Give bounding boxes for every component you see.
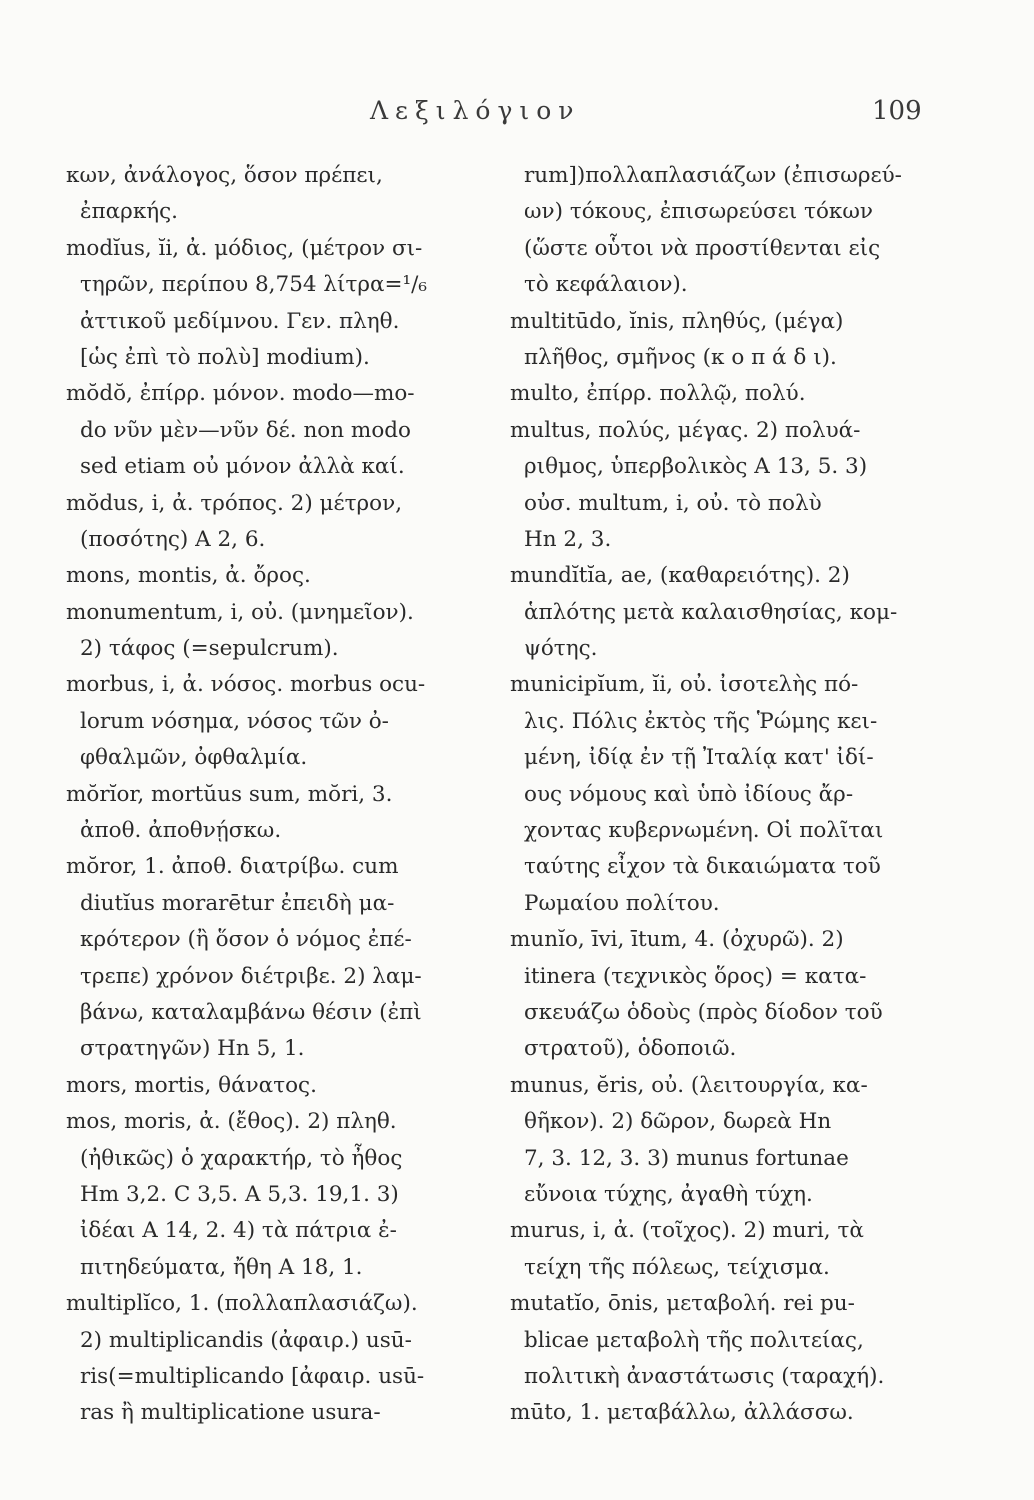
- text-line: οὐσ. multum, i, οὐ. τὸ πολὺ: [524, 490, 822, 516]
- text-line: itinera (τεχνικὸς ὅρος) = κατα-: [524, 963, 867, 989]
- text-line: Ηm 3,2. C 3,5. Α 5,3. 19,1. 3): [80, 1181, 399, 1207]
- text-line: lorum νόσημα, νόσος τῶν ὀ-: [80, 708, 389, 734]
- left-column: [66, 158, 491, 1432]
- text-line: ψότης.: [524, 636, 598, 662]
- text-line: κρότερον (ἢ ὅσον ὁ νόμος ἐπέ-: [80, 927, 412, 953]
- text-line: mors, mortis, θάνατος.: [66, 1072, 317, 1098]
- text-line: [ὡς ἐπὶ τὸ πολὺ] modium).: [80, 344, 370, 370]
- text-line: 7, 3. 12, 3. 3) munus fortunae: [524, 1145, 849, 1171]
- text-line: τηρῶν, περίπου 8,754 λίτρα=¹/₆: [80, 272, 427, 298]
- text-line: diutĭus morarētur ἐπειδὴ μα-: [80, 890, 395, 916]
- text-line: ους νόμους καὶ ὑπὸ ἰδίους ἄρ-: [524, 781, 854, 807]
- text-line: τείχη τῆς πόλεως, τείχισμα.: [524, 1254, 830, 1280]
- text-line: mūto, 1. μεταβάλλω, ἀλλάσσω.: [510, 1400, 854, 1426]
- text-line: munus, ĕris, οὐ. (λειτουργία, κα-: [510, 1072, 868, 1098]
- text-line: mŏrĭor, mortŭus sum, mŏri, 3.: [66, 781, 393, 807]
- text-line: 2) τάφος (=sepulcrum).: [80, 636, 339, 662]
- text-line: mos, moris, ἀ. (ἔθος). 2) πληθ.: [66, 1109, 397, 1135]
- text-line: ταύτης εἶχον τὰ δικαιώματα τοῦ: [524, 854, 881, 880]
- text-line: do νῦν μὲν—νῦν δέ. non modo: [80, 417, 411, 443]
- text-line: 2) multiplicandis (ἀφαιρ.) usū-: [80, 1327, 412, 1353]
- text-line: morbus, i, ἀ. νόσος. morbus ocu-: [66, 672, 426, 698]
- text-line: βάνω, καταλαμβάνω θέσιν (ἐπὶ: [80, 999, 422, 1025]
- text-line: χοντας κυβερνωμένη. Οἱ πολῖται: [524, 818, 884, 844]
- text-line: municipĭum, ĭi, οὐ. ἰσοτελὴς πό-: [510, 672, 859, 698]
- text-line: murus, i, ἀ. (τοῖχος). 2) muri, τὰ: [510, 1218, 864, 1244]
- text-line: σκευάζω ὁδοὺς (πρὸς δίοδον τοῦ: [524, 999, 883, 1025]
- text-line: modĭus, ĭi, ἀ. μόδιος, (μέτρον σι-: [66, 235, 423, 261]
- text-line: multo, ἐπίρρ. πολλῷ, πολύ.: [510, 381, 806, 407]
- text-line: mons, montis, ἀ. ὄρος.: [66, 563, 311, 589]
- text-line: κων, ἀνάλογος, ὅσον πρέπει,: [66, 163, 383, 188]
- text-line: πλῆθος, σμῆνος (κ ο π ά δ ι).: [524, 344, 837, 370]
- text-line: Ηn 2, 3.: [524, 526, 612, 552]
- text-line: multus, πολύς, μέγας. 2) πολυά-: [510, 417, 861, 443]
- text-line: monumentum, i, οὐ. (μνημεῖον).: [66, 599, 414, 625]
- text-line: mundĭtĭa, ae, (καθαρειότης). 2): [510, 563, 850, 589]
- text-line: ἀττικοῦ μεδίμνου. Γεν. πληθ.: [80, 308, 400, 334]
- text-line: εὔνοια τύχης, ἀγαθὴ τύχη.: [524, 1181, 813, 1207]
- text-line: multitūdo, ĭnis, πληθύς, (μέγα): [510, 308, 844, 334]
- text-line: πιτηδεύματα, ἤθη Α 18, 1.: [80, 1254, 363, 1280]
- text-line: ἰδέαι Α 14, 2. 4) τὰ πάτρια ἐ-: [80, 1218, 397, 1244]
- text-line: ras ἢ multiplicatione usura-: [80, 1400, 381, 1426]
- page-number: 109: [872, 96, 922, 126]
- text-line: ἀποθ. ἀποθνῄσκω.: [80, 818, 282, 844]
- text-line: (ὥστε οὗτοι νὰ προστίθενται εἰς: [524, 235, 881, 261]
- text-line: λις. Πόλις ἐκτὸς τῆς Ῥώμης κει-: [524, 708, 878, 734]
- text-line: στρατηγῶν) Ηn 5, 1.: [80, 1036, 305, 1062]
- text-line: μένη, ἰδίᾳ ἐν τῇ Ἰταλίᾳ κατ' ἰδί-: [524, 745, 874, 771]
- text-line: θῆκον). 2) δῶρον, δωρεὰ Ηn: [524, 1109, 832, 1135]
- text-line: τὸ κεφάλαιον).: [524, 272, 688, 298]
- page-header: [0, 96, 1034, 130]
- text-line: ἐπαρκής.: [80, 199, 179, 225]
- text-line: munĭo, īvi, ītum, 4. (ὀχυρῶ). 2): [510, 927, 844, 953]
- text-line: mŏdŏ, ἐπίρρ. μόνον. modo—mo-: [66, 381, 415, 407]
- text-line: πολιτικὴ ἀναστάτωσις (ταραχή).: [524, 1363, 885, 1389]
- text-line: φθαλμῶν, ὀφθαλμία.: [80, 745, 308, 771]
- text-line: ριθμος, ὑπερβολικὸς Α 13, 5. 3): [524, 454, 868, 480]
- text-line: mŏror, 1. ἀποθ. διατρίβω. cum: [66, 854, 399, 880]
- text-line: multiplĭco, 1. (πολλαπλασιάζω).: [66, 1291, 418, 1317]
- text-line: (ἠθικῶς) ὁ χαρακτήρ, τὸ ἦθος: [80, 1145, 403, 1171]
- text-line: mutatĭo, ōnis, μεταβολή. rei pu-: [510, 1291, 855, 1317]
- text-line: ων) τόκους, ἐπισωρεύσει τόκων: [524, 199, 873, 225]
- text-line: blicae μεταβολὴ τῆς πολιτείας,: [524, 1327, 864, 1353]
- text-line: ἁπλότης μετὰ καλαισθησίας, κομ-: [524, 599, 898, 625]
- text-line: Ρωμαίου πολίτου.: [524, 890, 720, 916]
- running-title: Λεξιλόγιον: [370, 96, 581, 125]
- text-line: ris(=multiplicando [ἀφαιρ. usū-: [80, 1363, 425, 1389]
- right-column: [510, 158, 935, 1432]
- text-line: στρατοῦ), ὁδοποιῶ.: [524, 1036, 737, 1062]
- text-line: mŏdus, i, ἀ. τρόπος. 2) μέτρον,: [66, 490, 403, 516]
- text-line: rum])πολλαπλασιάζων (ἐπισωρεύ-: [524, 163, 902, 188]
- text-line: τρεπε) χρόνον διέτριβε. 2) λαμ-: [80, 963, 422, 989]
- text-line: sed etiam οὐ μόνον ἀλλὰ καί.: [80, 454, 405, 480]
- text-line: (ποσότης) Α 2, 6.: [80, 526, 266, 552]
